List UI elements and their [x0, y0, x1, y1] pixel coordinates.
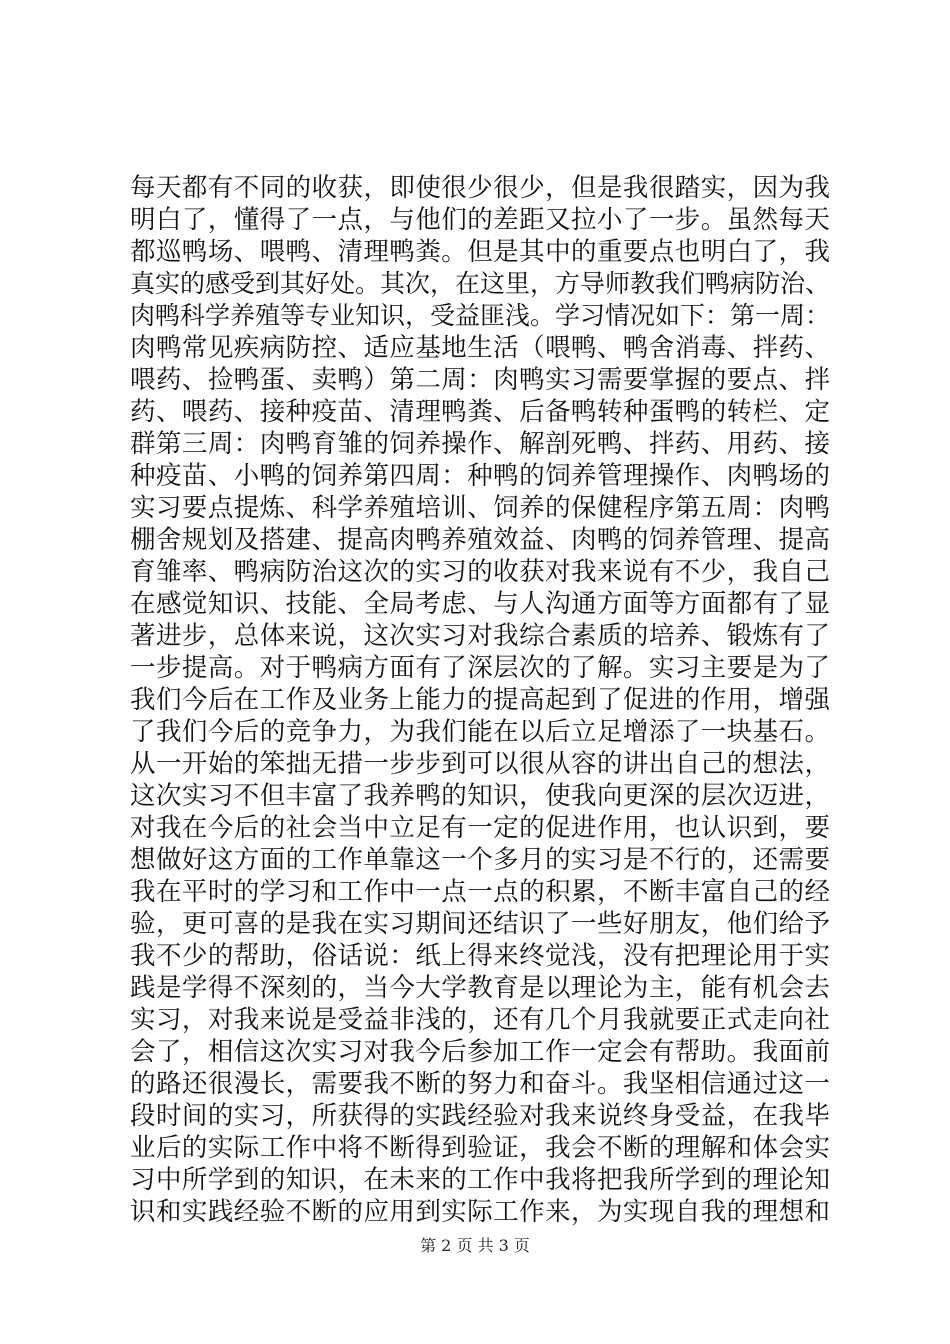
text-line: 棚舍规划及搭建、提高肉鸭养殖效益、肉鸭的饲养管理、提高 [130, 525, 830, 555]
text-line: 我们今后在工作及业务上能力的提高起到了促进的作用，增强 [130, 685, 830, 715]
text-line: 践是学得不深刻的，当今大学教育是以理论为主，能有机会去 [130, 973, 830, 1003]
text-line: 真实的感受到其好处。其次，在这里，方导师教我们鸭病防治、 [130, 269, 830, 298]
text-line: 每天都有不同的收获，即使很少很少，但是我很踏实，因为我 [130, 173, 830, 203]
text-line: 的路还很漫长，需要我不断的努力和奋斗。我坚相信通过这一 [130, 1069, 830, 1099]
text-line: 在感觉知识、技能、全局考虑、与人沟通方面等方面都有了显 [130, 589, 830, 619]
text-line: 段时间的实习，所获得的实践经验对我来说终身受益，在我毕 [130, 1101, 830, 1131]
page-footer: 第 2 页 共 3 页 [420, 1236, 530, 1255]
text-line: 验，更可喜的是我在实习期间还结识了一些好朋友，他们给予 [130, 909, 830, 939]
text-line: 著进步，总体来说，这次实习对我综合素质的培养、锻炼有了 [130, 621, 830, 651]
text-line: 实习要点提炼、科学养殖培训、饲养的保健程序第五周：肉鸭 [130, 493, 830, 523]
text-line: 肉鸭科学养殖等专业知识，受益匪浅。学习情况如下：第一周： [130, 301, 830, 330]
text-line: 这次实习不但丰富了我养鸭的知识，使我向更深的层次迈进， [130, 781, 830, 811]
text-line: 了我们今后的竞争力，为我们能在以后立足增添了一块基石。 [130, 717, 830, 747]
text-line: 明白了，懂得了一点，与他们的差距又拉小了一步。虽然每天 [130, 205, 830, 235]
text-line: 一步提高。对于鸭病方面有了深层次的了解。实习主要是为了 [130, 653, 830, 683]
text-line: 从一开始的笨拙无措一步步到可以很从容的讲出自己的想法， [130, 749, 830, 779]
text-line: 识和实践经验不断的应用到实际工作来，为实现自我的理想和 [130, 1197, 830, 1227]
text-line: 种疫苗、小鸭的饲养第四周：种鸭的饲养管理操作、肉鸭场的 [130, 461, 830, 491]
text-line: 会了，相信这次实习对我今后参加工作一定会有帮助。我面前 [130, 1037, 830, 1067]
text-line: 育雏率、鸭病防治这次的实习的收获对我来说有不少，我自己 [130, 557, 830, 587]
text-line: 喂药、捡鸭蛋、卖鸭）第二周：肉鸭实习需要掌握的要点、拌 [130, 365, 830, 395]
text-line: 对我在今后的社会当中立足有一定的促进作用，也认识到，要 [130, 813, 830, 843]
text-line: 业后的实际工作中将不断得到验证，我会不断的理解和体会实 [130, 1133, 830, 1163]
text-line: 我不少的帮助，俗话说：纸上得来终觉浅，没有把理论用于实 [130, 941, 830, 971]
text-line: 肉鸭常见疾病防控、适应基地生活（喂鸭、鸭舍消毒、拌药、 [130, 333, 830, 363]
text-line: 都巡鸭场、喂鸭、清理鸭粪。但是其中的重要点也明白了，我 [130, 237, 830, 267]
text-line: 想做好这方面的工作单靠这一个多月的实习是不行的，还需要 [130, 845, 830, 875]
text-line: 实习，对我来说是受益非浅的，还有几个月我就要正式走向社 [130, 1005, 830, 1035]
text-line: 群第三周：肉鸭育雏的饲养操作、解剖死鸭、拌药、用药、接 [130, 429, 830, 459]
text-line: 我在平时的学习和工作中一点一点的积累，不断丰富自己的经 [130, 877, 830, 907]
text-line: 习中所学到的知识，在未来的工作中我将把我所学到的理论知 [130, 1165, 830, 1195]
text-line: 药、喂药、接种疫苗、清理鸭粪、后备鸭转种蛋鸭的转栏、定 [130, 397, 830, 427]
body-text [130, 172, 830, 1228]
